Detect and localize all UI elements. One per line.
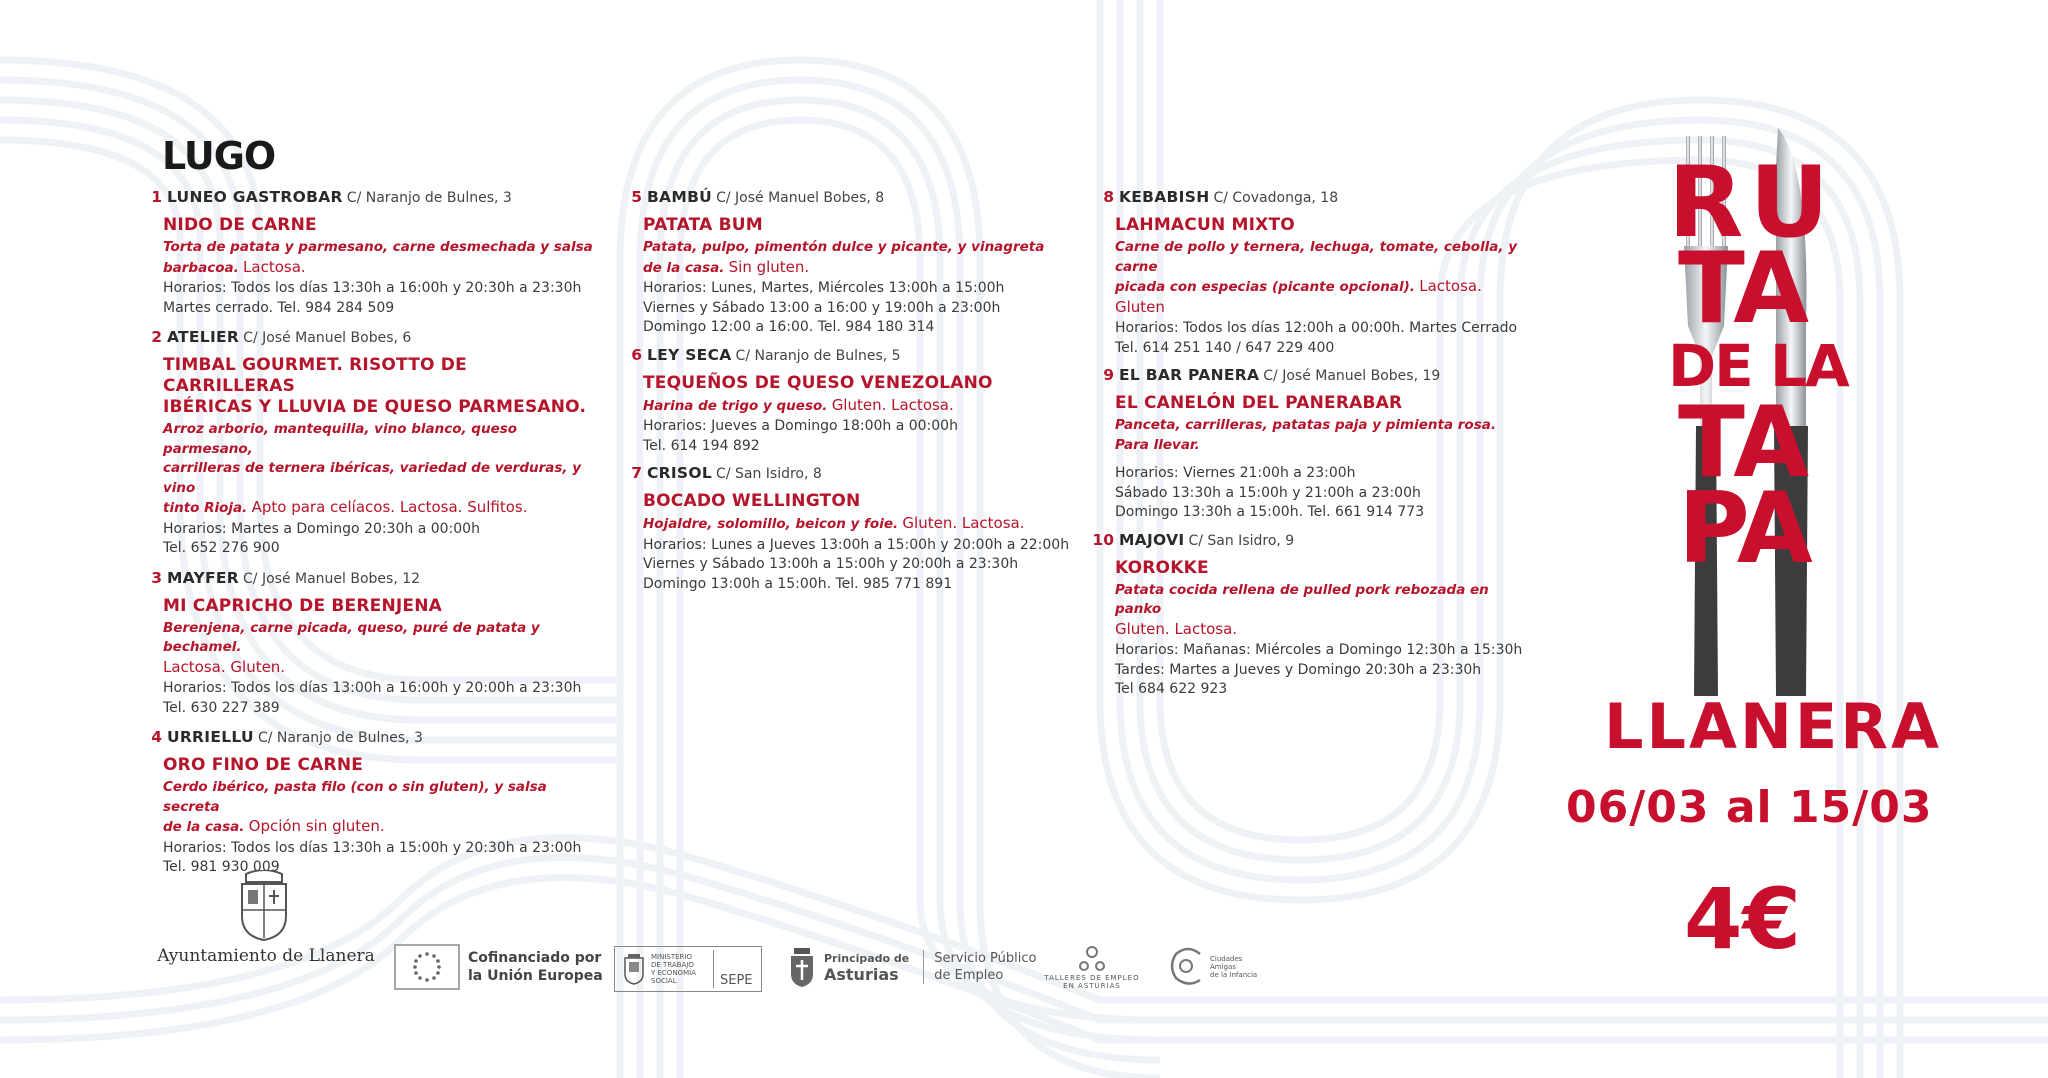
event-title [1668, 146, 1908, 586]
tapa-ingredients: Berenjena, carne picada, queso, puré de patata y bechamel. [163, 619, 540, 655]
hours-line: Viernes y Sábado 13:00h a 15:00h y 20:00h a 23:30h [643, 556, 1019, 572]
allergens: Apto para celíacos. Lactosa. Sulfitos. [251, 498, 528, 516]
talleres-label: EN ASTURIAS [1063, 982, 1121, 990]
tapa-ingredients: Arroz arborio, mantequilla, vino blanco, queso parmesano, [163, 421, 518, 457]
restaurant-entry [146, 567, 596, 719]
title-line: TA [1678, 386, 1806, 500]
ayuntamiento-logo [156, 870, 376, 966]
restaurant-name: LEY SECA [646, 345, 732, 364]
tapa-name: MI CAPRICHO DE BERENJENA [163, 595, 443, 616]
hours-line: Viernes y Sábado 13:00 a 16:00 y 19:00h a 23:00h [643, 299, 1001, 316]
tapa-ingredients: Carne de pollo y ternera, lechuga, tomate, cebolla, y carne [1115, 239, 1518, 275]
title-line: DE LA [1668, 332, 1848, 400]
entry-number: 2 [151, 328, 162, 346]
tapa-name: LAHMACUN MIXTO [1115, 215, 1295, 235]
restaurant-name: LUNEO GASTROBAR [166, 188, 343, 206]
title-line: TA [1678, 232, 1806, 346]
ministerio-label: DE TRABAJO [651, 961, 694, 969]
tapa-name: ORO FINO DE CARNE [163, 755, 364, 775]
title-line: PA [1678, 472, 1809, 586]
restaurant-entry [1088, 529, 1523, 700]
allergens: Lactosa. Gluten [1115, 277, 1482, 316]
restaurant-entry [1088, 186, 1518, 358]
tapa-ingredients: barbacoa. [163, 259, 239, 276]
entry-number: 4 [151, 728, 162, 746]
tapa-ingredients: Patata cocida rellena de pulled pork rebozada en panko [1115, 581, 1489, 617]
restaurant-name: MAJOVI [1118, 530, 1185, 549]
town-name: LLANERA [1604, 690, 1942, 763]
ministerio-label: Y ECONOMÍA SOCIAL [651, 969, 696, 985]
restaurant-address: C/ José Manuel Bobes, 8 [716, 190, 885, 206]
tapa-ingredients: de la casa. [643, 259, 725, 276]
hours-line: Horarios: Todos los días 13:30h a 16:00h y 20:30h a 23:30h [163, 280, 582, 296]
spain-crest-icon [621, 952, 647, 986]
hours-line: Tel. 652 276 900 [163, 540, 280, 556]
event-dates: 06/03 al 15/03 [1566, 782, 1933, 833]
tapa-name: BOCADO WELLINGTON [643, 491, 861, 511]
restaurant-address: C/ San Isidro, 8 [716, 466, 822, 482]
ciudades-amigas-logo [1166, 944, 1257, 990]
column-right [1088, 186, 1523, 706]
hours-line: Domingo 13:30h a 15:00h. Tel. 661 914 773 [1115, 504, 1425, 520]
restaurant-address: C/ Covadonga, 18 [1213, 190, 1339, 206]
ministerio-sepe-logo [614, 946, 762, 992]
talleres-label: TALLERES DE EMPLEO [1044, 974, 1140, 982]
hours-line: Horarios: Todos los días 13:30h a 15:00h y 20:30h a 23:00h [163, 839, 582, 856]
tapa-ingredients: de la casa. [163, 819, 245, 835]
restaurant-address: C/ Naranjo de Bulnes, 3 [257, 730, 423, 746]
allergens: Lactosa. Gluten. [163, 657, 286, 676]
restaurant-address: C/ San Isidro, 9 [1188, 532, 1295, 549]
talleres-icon [1075, 944, 1109, 974]
hours-line: Horarios: Lunes a Jueves 13:00h a 15:00h y 20:00h a 22:00h [643, 536, 1070, 553]
tapa-ingredients: Hojaldre, solomillo, beicon y foie. [643, 516, 899, 532]
column-left [146, 186, 596, 884]
eu-logo [394, 944, 603, 990]
tapa-ingredients: Torta de patata y parmesano, carne desmechada y salsa [163, 239, 593, 255]
asturias-crest-icon [788, 946, 816, 988]
restaurant-name: BAMBÚ [646, 188, 713, 206]
entry-number: 10 [1092, 530, 1114, 549]
tapa-name: TEQUEÑOS DE QUESO VENEZOLANO [643, 372, 993, 393]
restaurant-name: CRISOL [646, 464, 713, 482]
tapa-name: KOROKKE [1115, 557, 1209, 578]
asturias-logo [788, 946, 1036, 988]
hours-line: Horarios: Lunes, Martes, Miércoles 13:00h a 15:00h [643, 280, 1005, 296]
hours-line: Tel. 981 930 009 [163, 859, 280, 875]
ciudades-amigas-icon [1166, 944, 1208, 990]
restaurant-entry [626, 186, 1076, 338]
allergens: Lactosa. [243, 257, 306, 276]
restaurant-name: ATELIER [166, 328, 240, 346]
entry-number: 8 [1103, 188, 1114, 206]
tapa-name: PATATA BUM [643, 215, 763, 235]
eu-label-line: la Unión Europea [468, 968, 603, 984]
hours-line: Tel. 630 227 389 [163, 699, 280, 716]
ayuntamiento-label: Ayuntamiento de Llanera [157, 946, 375, 966]
hours-line: Sábado 13:30h a 15:00h y 21:00h a 23:00h [1115, 484, 1421, 501]
entry-number: 7 [631, 464, 642, 482]
restaurant-entry [1088, 364, 1518, 523]
tapa-ingredients: carrilleras de ternera ibéricas, variedad de verduras, y vino [163, 460, 582, 496]
restaurant-entry [626, 462, 1076, 594]
allergens: Gluten. Lactosa. [1115, 619, 1238, 638]
hours-line: Horarios: Martes a Domingo 20:30h a 00:00h [163, 520, 480, 537]
tapa-name: NIDO DE CARNE [163, 215, 317, 235]
principado-label: Asturias [824, 965, 899, 984]
restaurant-entry [146, 326, 596, 559]
coat-of-arms-icon [234, 870, 294, 942]
restaurant-entry [626, 344, 1076, 457]
talleres-logo [1042, 944, 1142, 990]
tapa-price: 4€ [1684, 870, 1801, 968]
tapa-ingredients: picada con especias (picante opcional). [1115, 279, 1415, 295]
tapa-ingredients: Harina de trigo y queso. [643, 397, 828, 414]
eu-flag-icon [394, 944, 460, 990]
page-title: LUGO [162, 134, 276, 178]
tapa-ingredients: tinto Rioja. [163, 500, 248, 516]
hours-line: Tel. 614 251 140 / 647 229 400 [1115, 339, 1335, 356]
restaurant-entry [146, 726, 596, 878]
tapa-name [163, 355, 596, 418]
hours-line: Domingo 12:00 a 16:00. Tel. 984 180 314 [643, 319, 935, 335]
allergens: Opción sin gluten. [248, 817, 385, 835]
restaurant-entry [146, 186, 596, 318]
ciudades-label: Amigas [1210, 963, 1236, 971]
sepe-label: SEPE [720, 973, 753, 988]
restaurant-address: C/ José Manuel Bobes, 6 [243, 330, 412, 346]
hours-line: Horarios: Todos los días 13:00h a 16:00h y 20:00h a 23:30h [163, 680, 582, 696]
entry-number: 5 [631, 188, 642, 206]
servicio-label: Servicio Público [934, 951, 1037, 966]
entry-number: 9 [1103, 366, 1114, 384]
hours-line: Tel 684 622 923 [1115, 681, 1228, 697]
hours-line: Horarios: Todos los días 12:00h a 00:00h. Martes Cerrado [1115, 320, 1518, 336]
ciudades-label: de la Infancia [1210, 971, 1258, 979]
hours-line: Domingo 13:00h a 15:00h. Tel. 985 771 891 [643, 575, 953, 592]
restaurant-address: C/ Naranjo de Bulnes, 3 [346, 190, 512, 206]
eu-label-line: Cofinanciado por [468, 950, 602, 966]
entry-number: 1 [151, 188, 162, 206]
ciudades-label: Ciudades [1210, 955, 1243, 963]
allergens: Gluten. Lactosa. [902, 514, 1025, 532]
restaurant-name: MAYFER [166, 568, 240, 587]
principado-label: Principado de [824, 952, 910, 965]
hours-line: Horarios: Mañanas: Miércoles a Domingo 12:30h a 15:30h [1115, 642, 1523, 658]
tapa-name-line: IBÉRICAS Y LLUVIA DE QUESO PARMESANO. [163, 397, 587, 417]
tapa-ingredients: Cerdo ibérico, pasta filo (con o sin gluten), y salsa secreta [163, 779, 547, 815]
hours-line: Horarios: Viernes 21:00h a 23:00h [1115, 465, 1356, 481]
entry-number: 6 [631, 345, 642, 364]
servicio-label: de Empleo [934, 968, 1004, 983]
restaurant-address: C/ José Manuel Bobes, 19 [1263, 368, 1441, 384]
hours-line: Tardes: Martes a Jueves y Domingo 20:30h a 23:30h [1115, 661, 1482, 678]
restaurant-name: URRIELLU [166, 728, 254, 746]
ministerio-label: MINISTERIO [651, 953, 692, 961]
hours-line: Martes cerrado. Tel. 984 284 509 [163, 299, 395, 316]
tapa-ingredients: Panceta, carrilleras, patatas paja y pimienta rosa. Para llevar. [1115, 417, 1496, 453]
title-line: RU [1668, 146, 1836, 260]
allergens: Sin gluten. [728, 257, 810, 276]
hours-line: Horarios: Jueves a Domingo 18:00h a 00:00h [643, 418, 958, 434]
tapa-ingredients: Patata, pulpo, pimentón dulce y picante, y vinagreta [643, 239, 1045, 255]
restaurant-name: EL BAR PANERA [1118, 366, 1260, 384]
column-middle [626, 186, 1076, 600]
tapa-name-line: TIMBAL GOURMET. RISOTTO DE CARRILLERAS [163, 355, 467, 396]
restaurant-address: C/ José Manuel Bobes, 12 [243, 570, 421, 587]
tapa-name: EL CANELÓN DEL PANERABAR [1115, 393, 1403, 413]
entry-number: 3 [151, 568, 162, 587]
allergens: Gluten. Lactosa. [831, 395, 954, 414]
hours-line: Tel. 614 194 892 [643, 437, 760, 454]
restaurant-name: KEBABISH [1118, 188, 1210, 206]
restaurant-address: C/ Naranjo de Bulnes, 5 [735, 347, 901, 364]
